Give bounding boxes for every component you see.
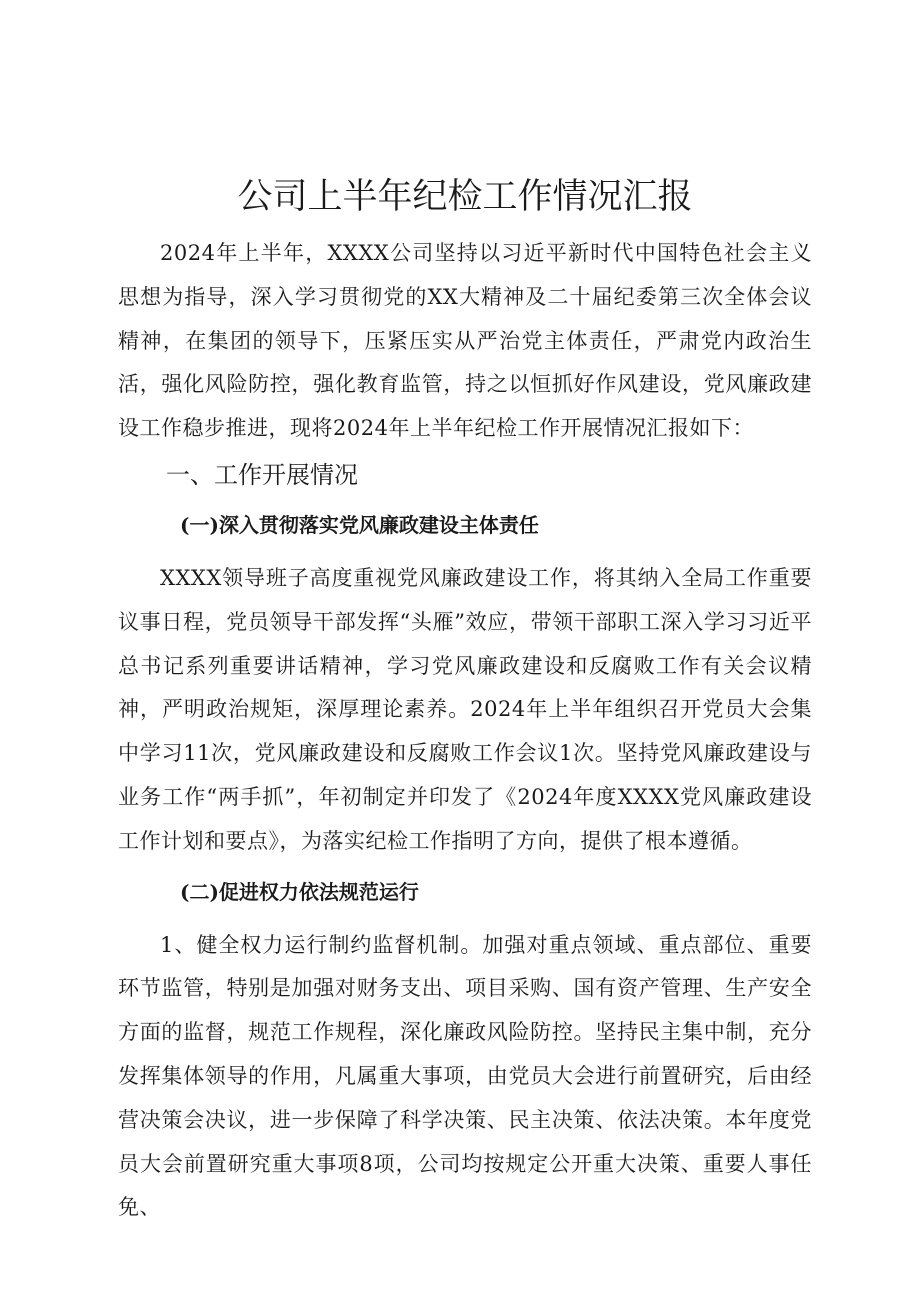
- subsection-heading-power-regulation: (二)促进权力依法规范运行: [180, 879, 419, 904]
- document-title: 公司上半年纪检工作情况汇报: [237, 177, 693, 217]
- subsection-heading-responsibility: (一)深入贯彻落实党风廉政建设主体责任: [180, 512, 539, 537]
- intro-paragraph: 2024年上半年，XXXX公司坚持以习近平新时代中国特色社会主义思想为指导，深入学习贯彻党的XX大精神及二十届纪委第三次全体会议精神，在集团的领导下，压紧压实从严治党主体责任，严肃党内政治生活，强化风险防控，强化教育监管，持之以恒抓好作风建设，党风廉政建设工作稳步推进，现将2024年上半年纪检工作开展情况汇报如下：: [118, 241, 812, 441]
- subsection-body-responsibility: XXXX领导班子高度重视党风廉政建设工作，将其纳入全局工作重要议事日程，党员领导干部发挥“头雁”效应，带领干部职工深入学习习近平总书记系列重要讲话精神，学习党风廉政建设和反腐败工作有关会议精神，严明政治规矩，深厚理论素养。2024年上半年组织召开党员大会集中学习11次，党风廉政建设和反腐败工作会议1次。坚持党风廉政建设与业务工作“两手抓”，年初制定并印发了《2024年度XXXX党风廉政建设工作计划和要点》，为落实纪检工作指明了方向，提供了根本遵循。: [118, 565, 812, 853]
- subsection-body-power-regulation: 1、健全权力运行制约监督机制。加强对重点领域、重点部位、重要环节监管，特别是加强对财务支出、项目采购、国有资产管理、生产安全方面的监督，规范工作规程，深化廉政风险防控。坚持民主集中制，充分发挥集体领导的作用，凡属重大事项，由党员大会进行前置研究，后由经营决策会决议，进一步保障了科学决策、民主决策、依法决策。本年度党员大会前置研究重大事项8项，公司均按规定公开重大决策、重要人事任免、: [118, 932, 812, 1220]
- section-heading-work-status: 一、工作开展情况: [166, 460, 358, 489]
